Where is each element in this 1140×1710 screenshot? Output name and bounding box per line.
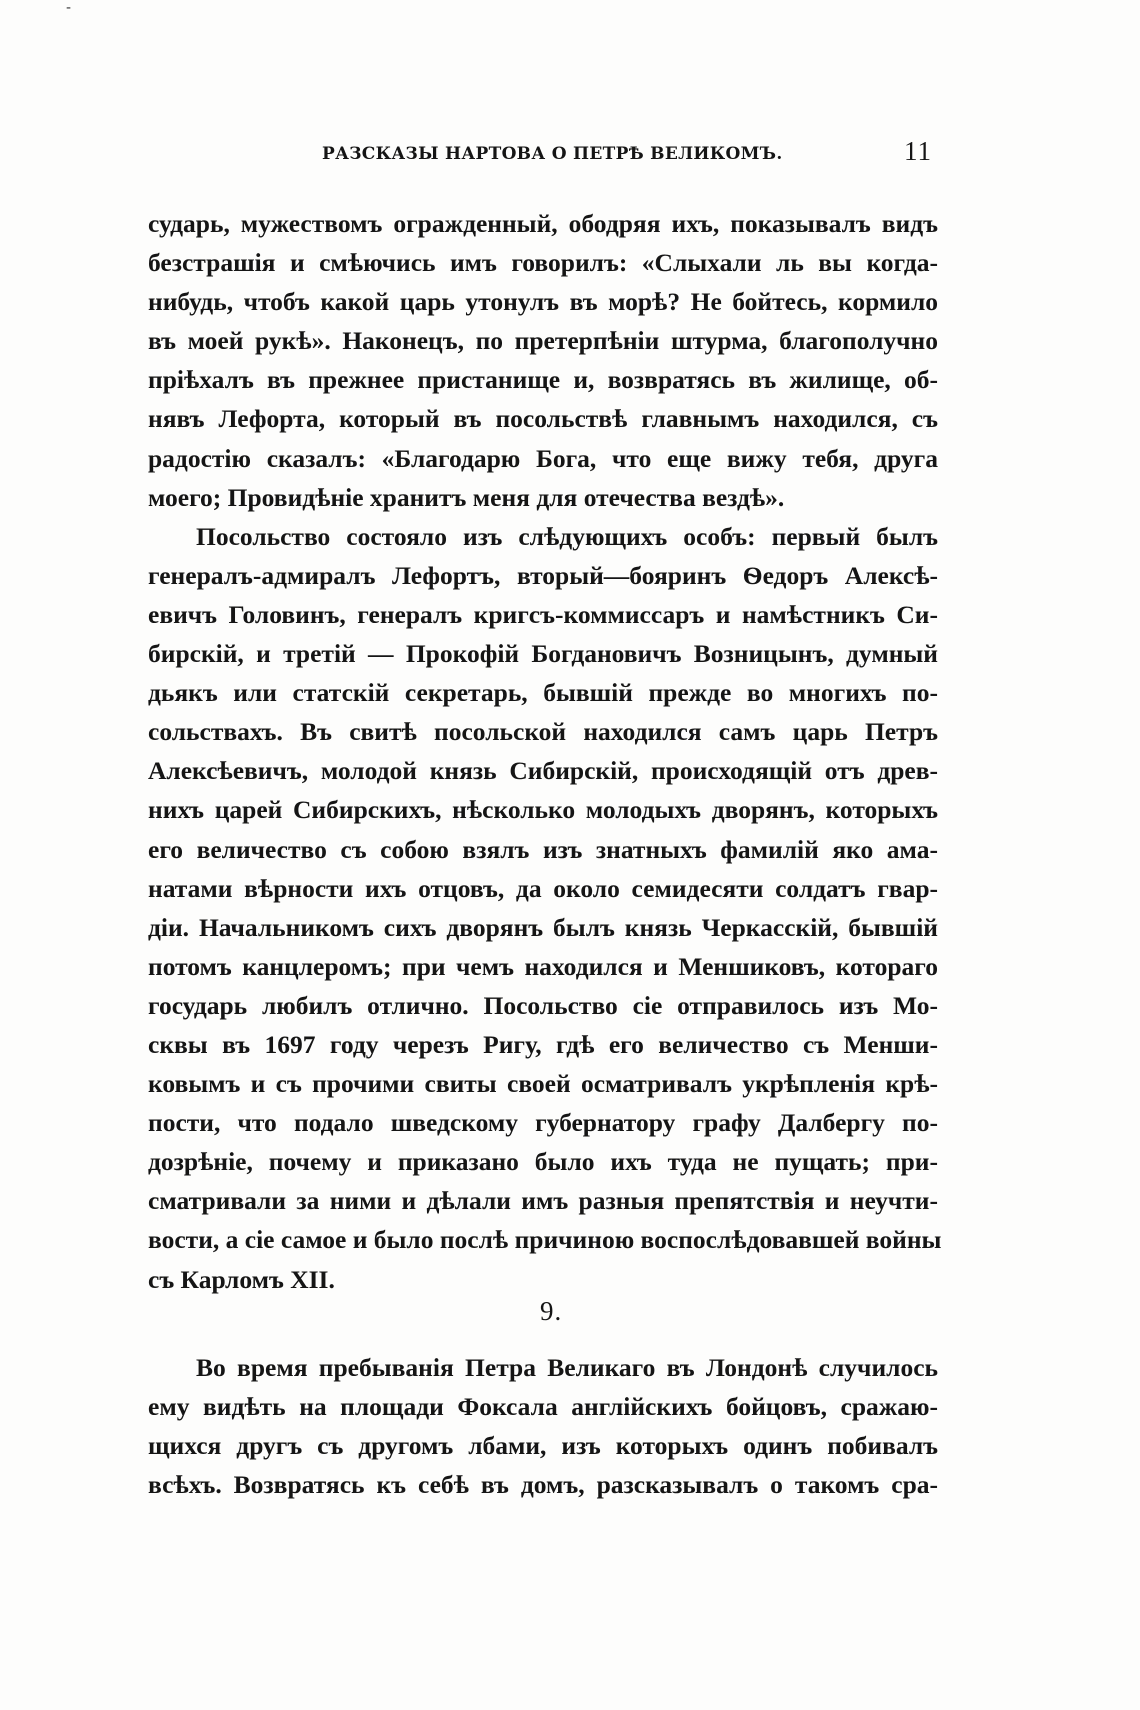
text-line: сударь, мужествомъ огражденный, ободряя ихъ, показывалъ видъ	[148, 209, 938, 238]
text-line: моего; Провидѣніе хранитъ меня для отечества вездѣ».	[148, 482, 785, 512]
text-line: нявъ Лефорта, который въ посольствѣ главнымъ находился, съ	[148, 404, 938, 434]
text-line: государь любилъ отлично. Посольство сіе отправилось изъ Мо-	[148, 990, 938, 1020]
text-line: натами вѣрности ихъ отцовъ, да около семидесяти солдатъ гвар-	[148, 873, 938, 903]
text-line: безстрашія и смѣючись имъ говорилъ: «Слыхали ль вы когда-	[148, 248, 938, 278]
text-line: съ Карломъ XII.	[148, 1264, 335, 1294]
text-line: дьякъ или статскій секретарь, бывшій прежде во многихъ по-	[148, 678, 938, 708]
text-line: щихся другъ съ другомъ лбами, изъ которыхъ одинъ побивалъ	[148, 1431, 938, 1461]
text-line: въ моей рукѣ». Наконецъ, по претерпѣніи штурма, благополучно	[148, 326, 938, 356]
text-line: евичъ Головинъ, генералъ кригсъ-коммиссаръ и намѣстникъ Си-	[148, 599, 938, 629]
text-line: сматривали за ними и дѣлали имъ разныя препятствія и неучти-	[148, 1186, 938, 1216]
text-line: всѣхъ. Возвратясь къ себѣ въ домъ, разсказывалъ о такомъ сра-	[148, 1470, 938, 1500]
text-line: Во время пребыванія Петра Великаго въ Лондонѣ случилось	[196, 1353, 938, 1382]
text-line: сквы въ 1697 году черезъ Ригу, гдѣ его величество съ Менши-	[148, 1029, 938, 1059]
text-line: бирскій, и третій — Прокофій Богдановичъ Возницынъ, думный	[148, 639, 938, 669]
text-line: Посольство состояло изъ слѣдующихъ особъ: первый былъ	[196, 521, 938, 551]
text-line: дозрѣніе, почему и приказано было ихъ туда не пущать; при-	[148, 1147, 938, 1177]
text-line: нихъ царей Сибирскихъ, нѣсколько молодыхъ дворянъ, которыхъ	[148, 795, 938, 825]
body-text	[148, 204, 942, 1299]
text-line: вости, а сіе самое и было послѣ причиною воспослѣдовавшей войны	[148, 1225, 942, 1255]
text-line: діи. Начальникомъ сихъ дворянъ былъ князь Черкасскій, бывшій	[148, 912, 938, 942]
text-line: ковымъ и съ прочими свиты своей осматривалъ укрѣпленія крѣ-	[148, 1069, 938, 1099]
body-text-continued	[148, 1348, 938, 1504]
page-number: 11	[904, 136, 932, 166]
margin-mark: -	[66, 0, 72, 16]
text-line: сольствахъ. Въ свитѣ посольской находился самъ царь Петръ	[148, 717, 938, 747]
text-line: радостію сказалъ: «Благодарю Бога, что еще вижу тебя, друга	[148, 443, 938, 473]
running-head	[148, 136, 938, 176]
text-line: пости, что подало шведскому губернатору графу Далбергу по-	[148, 1108, 938, 1138]
section-number: 9.	[540, 1296, 563, 1326]
text-line: пріѣхалъ въ прежнее пристанище и, возвратясь въ жилище, об-	[148, 365, 938, 395]
text-line: Алексѣевичъ, молодой князь Сибирскій, происходящій отъ древ-	[148, 756, 938, 786]
text-line: нибудь, чтобъ какой царь утонулъ въ морѣ? Не бойтесь, кормило	[148, 287, 938, 317]
text-line: его величество съ собою взялъ изъ знатныхъ фамилій яко ама-	[148, 834, 938, 864]
text-line: потомъ канцлеромъ; при чемъ находился и Меншиковъ, котораго	[148, 951, 938, 981]
running-head-title: РАЗСКАЗЫ НАРТОВА О ПЕТРѢ ВЕЛИКОМЪ.	[322, 144, 783, 164]
text-line: генералъ-адмиралъ Лефортъ, вторый—бояринъ Ѳедоръ Алексѣ-	[148, 560, 938, 590]
text-line: ему видѣть на площади Фоксала англійскихъ бойцовъ, сражаю-	[148, 1392, 938, 1422]
